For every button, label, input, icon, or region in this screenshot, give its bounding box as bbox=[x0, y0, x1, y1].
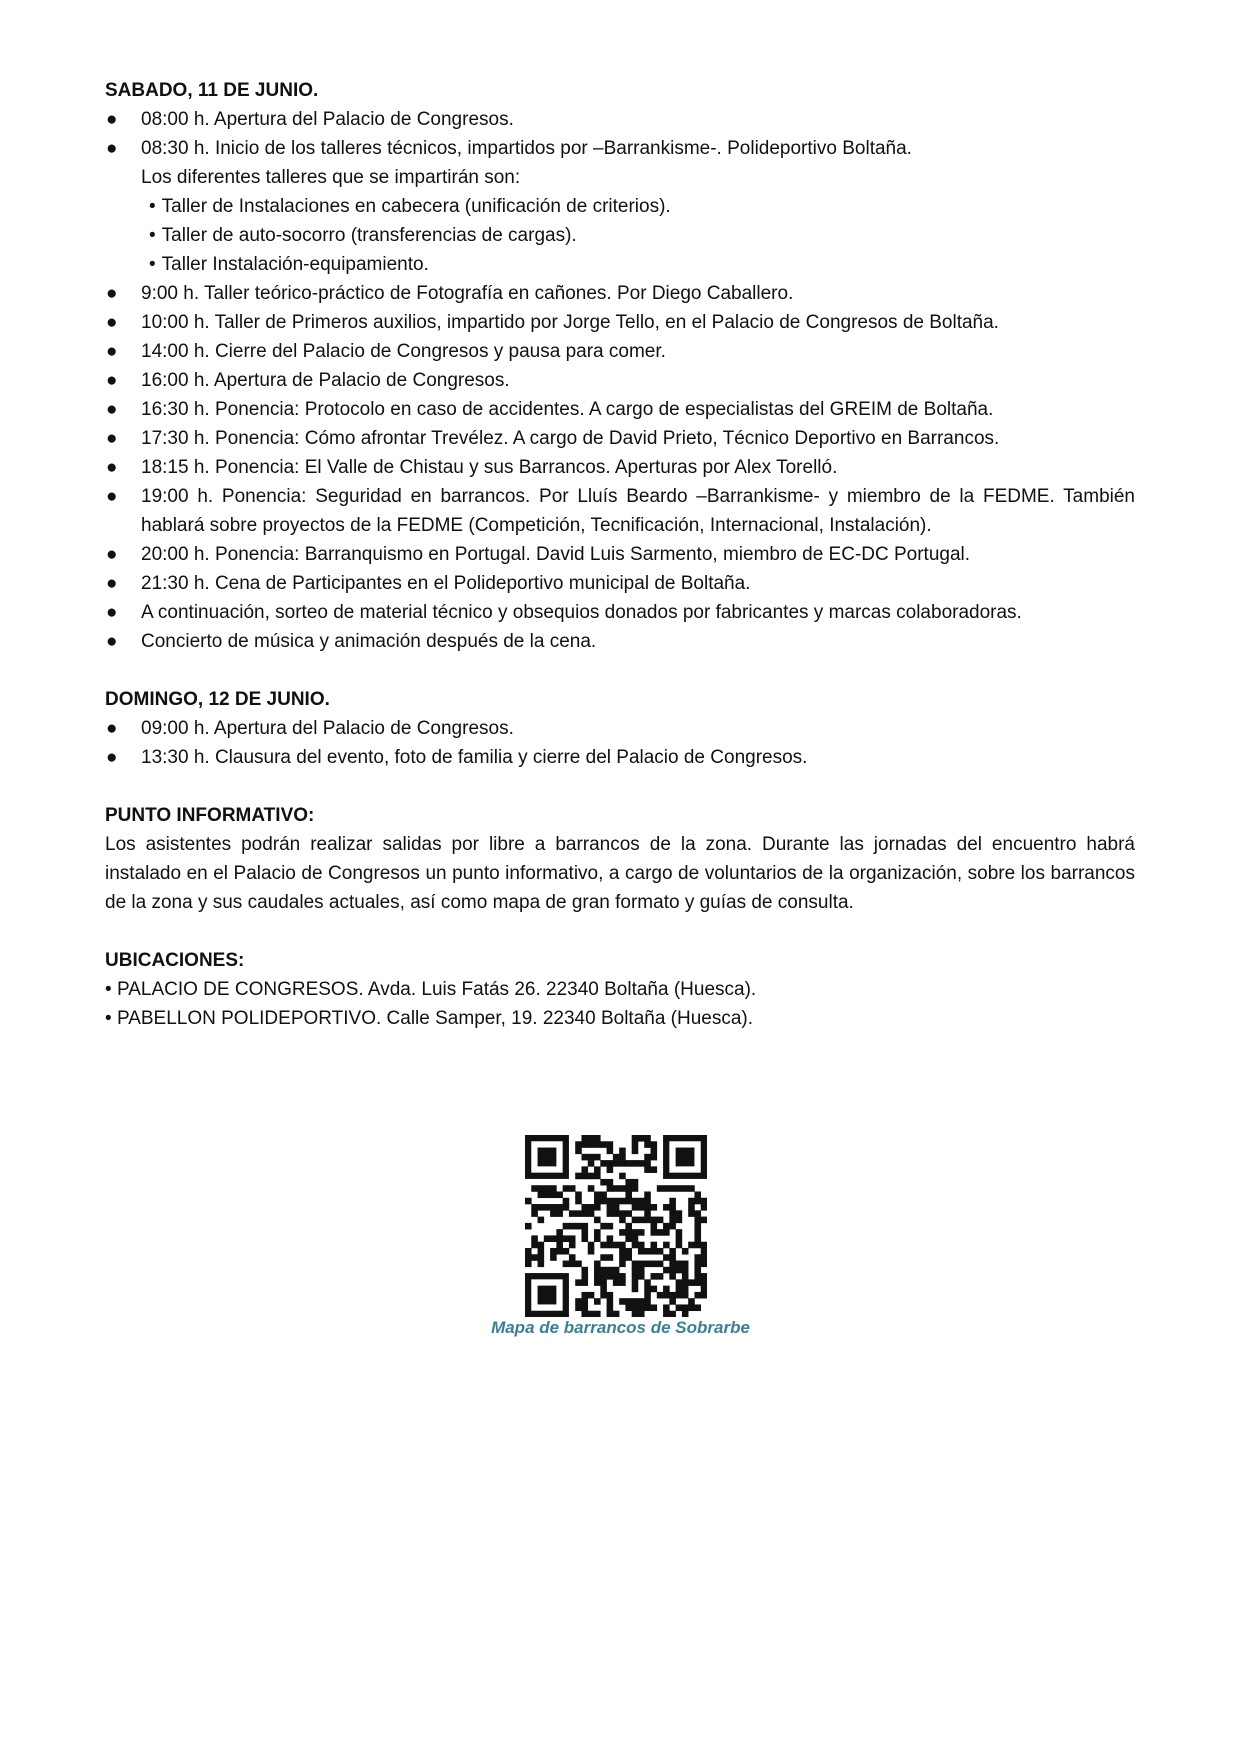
bullet-icon: • bbox=[149, 225, 156, 246]
bullet-icon: ● bbox=[106, 370, 118, 391]
list-item: ● 13:30 h. Clausura del evento, foto de familia y cierre del Palacio de Congresos. bbox=[105, 743, 1135, 772]
list-item: ● 21:30 h. Cena de Participantes en el Polideportivo municipal de Boltaña. bbox=[105, 569, 1135, 598]
list-item: ● Concierto de música y animación después de la cena. bbox=[105, 627, 1135, 656]
location-item: • PALACIO DE CONGRESOS. Avda. Luis Fatás 26. 22340 Boltaña (Huesca). bbox=[105, 979, 757, 1000]
bullet-icon: ● bbox=[106, 341, 118, 362]
bullet-icon: ● bbox=[106, 602, 118, 623]
list-item: ● 20:00 h. Ponencia: Barranquismo en Portugal. David Luis Sarmento, miembro de EC-DC Portugal. bbox=[105, 540, 1135, 569]
bullet-icon: ● bbox=[106, 747, 118, 768]
locations-heading: UBICACIONES: bbox=[105, 950, 245, 971]
list-item: ● 18:15 h. Ponencia: El Valle de Chistau y sus Barrancos. Aperturas por Alex Torelló. bbox=[105, 453, 1135, 482]
qr-caption: Mapa de barrancos de Sobrarbe bbox=[491, 1318, 750, 1337]
bullet-icon: ● bbox=[106, 138, 118, 159]
bullet-icon: ● bbox=[106, 718, 118, 739]
bullet-icon: ● bbox=[106, 486, 118, 507]
list-item: • Taller de auto-socorro (transferencias de cargas). bbox=[149, 225, 577, 246]
list-item: ● 08:00 h. Apertura del Palacio de Congresos. bbox=[105, 105, 1135, 134]
bullet-icon: • bbox=[149, 196, 156, 217]
bullet-icon: ● bbox=[106, 631, 118, 652]
bullet-icon: ● bbox=[106, 457, 118, 478]
bullet-icon: • bbox=[105, 979, 117, 1000]
list-item: ● 08:30 h. Inicio de los talleres técnicos, impartidos por –Barrankisme-. Polideportivo Boltaña. Los diferentes talleres que se impartirán son: • Taller de Instalaciones en cabecera (unificación de criterios). • Taller de auto-socorro (transferencias de cargas). • Taller Instalación-equipamiento. bbox=[105, 134, 1135, 279]
list-item: ● 16:00 h. Apertura de Palacio de Congresos. bbox=[105, 366, 1135, 395]
sunday-heading: DOMINGO, 12 DE JUNIO. bbox=[105, 689, 330, 710]
list-item: ● 14:00 h. Cierre del Palacio de Congresos y pausa para comer. bbox=[105, 337, 1135, 366]
bullet-icon: ● bbox=[106, 544, 118, 565]
list-item: ● A continuación, sorteo de material técnico y obsequios donados por fabricantes y marcas colaboradoras. bbox=[105, 598, 1135, 627]
saturday-schedule bbox=[105, 105, 1135, 656]
list-item: ● 19:00 h. Ponencia: Seguridad en barrancos. Por Lluís Beardo –Barrankisme- y miembro de la FEDME. También hablará sobre proyectos de la FEDME (Competición, Tecnificación, Internacional, Instalación). bbox=[105, 482, 1135, 540]
bullet-icon: • bbox=[105, 1008, 117, 1029]
list-item: ● 16:30 h. Ponencia: Protocolo en caso de accidentes. A cargo de especialistas del GREIM de Boltaña. bbox=[105, 395, 1135, 424]
bullet-icon: ● bbox=[106, 312, 118, 333]
bullet-icon: • bbox=[149, 254, 156, 275]
list-item: • Taller de Instalaciones en cabecera (unificación de criterios). bbox=[149, 196, 671, 217]
info-point-heading: PUNTO INFORMATIVO: bbox=[105, 805, 315, 826]
qr-code-icon bbox=[525, 1135, 707, 1317]
sunday-schedule bbox=[105, 714, 1135, 772]
list-item: ● 17:30 h. Ponencia: Cómo afrontar Trevélez. A cargo de David Prieto, Técnico Deportivo en Barrancos. bbox=[105, 424, 1135, 453]
bullet-icon: ● bbox=[106, 399, 118, 420]
talleres-list bbox=[141, 192, 1135, 279]
bullet-icon: ● bbox=[106, 428, 118, 449]
talleres-intro: Los diferentes talleres que se impartirán son: bbox=[141, 167, 521, 188]
list-item: ● 9:00 h. Taller teórico-práctico de Fotografía en cañones. Por Diego Caballero. bbox=[105, 279, 1135, 308]
document-page bbox=[105, 76, 1135, 1033]
location-item: • PABELLON POLIDEPORTIVO. Calle Samper, 19. 22340 Boltaña (Huesca). bbox=[105, 1008, 754, 1029]
info-point-text: Los asistentes podrán realizar salidas por libre a barrancos de la zona. Durante las jornadas del encuentro habrá instalado en el Palacio de Congresos un punto informativo, a cargo de voluntarios de la organización, sobre los barrancos de la zona y sus caudales actuales, así como mapa de gran formato y guías de consulta. bbox=[105, 834, 1135, 913]
bullet-icon: ● bbox=[106, 283, 118, 304]
list-item: • Taller Instalación-equipamiento. bbox=[149, 254, 429, 275]
bullet-icon: ● bbox=[106, 109, 118, 130]
list-item: ● 10:00 h. Taller de Primeros auxilios, impartido por Jorge Tello, en el Palacio de Congresos de Boltaña. bbox=[105, 308, 1135, 337]
saturday-heading: SABADO, 11 DE JUNIO. bbox=[105, 80, 319, 101]
list-item: ● 09:00 h. Apertura del Palacio de Congresos. bbox=[105, 714, 1135, 743]
bullet-icon: ● bbox=[106, 573, 118, 594]
qr-code[interactable] bbox=[525, 1135, 707, 1317]
